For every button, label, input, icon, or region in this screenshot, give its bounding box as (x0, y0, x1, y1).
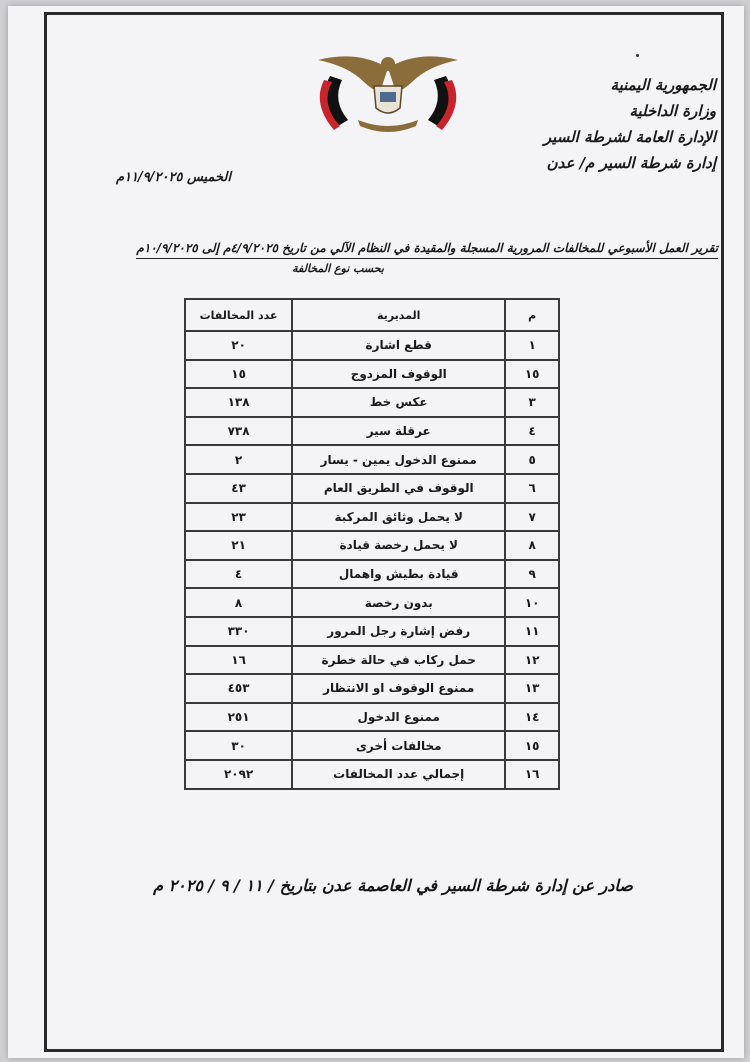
violation-name: ممنوع الدخول (292, 703, 505, 732)
violation-count: ٢٥١ (185, 703, 292, 732)
table-row (185, 760, 559, 789)
violation-count: ٨ (185, 588, 292, 617)
violation-count: ٤ (185, 560, 292, 589)
table-row (185, 731, 559, 760)
row-number: ١٤ (505, 703, 559, 732)
table-row (185, 617, 559, 646)
issued-by-footer: صادر عن إدارة شرطة السير في العاصمة عدن بتاريخ / ١١ / ٩ / ٢٠٢٥ م (153, 876, 633, 895)
violation-name: الوقوف المزدوج (292, 360, 505, 389)
header-line-ministry: وزارة الداخلية (629, 102, 716, 120)
violations-table (184, 298, 560, 790)
report-title-block (78, 238, 718, 279)
violation-name: قطع اشارة (292, 331, 505, 360)
violation-name: إجمالي عدد المخالفات (292, 760, 505, 789)
row-number: ١٥ (505, 360, 559, 389)
violation-name: قيادة بطيش واهمال (292, 560, 505, 589)
violation-count: ٢٠٩٢ (185, 760, 292, 789)
table-header-row (185, 299, 559, 331)
violation-count: ٧٣٨ (185, 417, 292, 446)
row-number: ١٥ (505, 731, 559, 760)
table-row (185, 588, 559, 617)
violation-count: ١٥ (185, 360, 292, 389)
table-row (185, 503, 559, 532)
document-date: الخميس ١١/٩/٢٠٢٥م (116, 170, 231, 185)
table-row (185, 388, 559, 417)
header-count: عدد المخالفات (185, 299, 292, 331)
report-title: تقرير العمل الأسبوعي للمخالفات المرورية المسجلة والمقيدة في النظام الآلي من تاريخ ٤/٩/٢٠٢٥م إلى ١٠/٩/٢٠٢٥م (136, 238, 718, 259)
row-number: ١٢ (505, 646, 559, 675)
violation-name: مخالفات أخرى (292, 731, 505, 760)
violation-name: لا يحمل وثائق المركبة (292, 503, 505, 532)
row-number: ٩ (505, 560, 559, 589)
violation-count: ٣٣٠ (185, 617, 292, 646)
row-number: ١٣ (505, 674, 559, 703)
violation-name: ممنوع الدخول يمين - يسار (292, 445, 505, 474)
row-number: ٧ (505, 503, 559, 532)
row-number: ٤ (505, 417, 559, 446)
issuing-authority (476, 72, 716, 176)
row-number: ٨ (505, 531, 559, 560)
row-number: ١٦ (505, 760, 559, 789)
header-line-directorate: الإدارة العامة لشرطة السير (543, 128, 716, 146)
table-row (185, 646, 559, 675)
violation-count: ١٣٨ (185, 388, 292, 417)
header-violation: المديرية (292, 299, 505, 331)
violation-count: ٢ (185, 445, 292, 474)
violation-count: ٣٠ (185, 731, 292, 760)
yemen-emblem-icon (308, 46, 468, 136)
violation-name: حمل ركاب في حالة خطرة (292, 646, 505, 675)
violation-count: ٢٠ (185, 331, 292, 360)
violation-name: ممنوع الوقوف او الانتظار (292, 674, 505, 703)
table-row (185, 703, 559, 732)
row-number: ١١ (505, 617, 559, 646)
table-row (185, 531, 559, 560)
table-row (185, 360, 559, 389)
table-row (185, 331, 559, 360)
table-row (185, 674, 559, 703)
row-number: ١٠ (505, 588, 559, 617)
violation-count: ٤٣ (185, 474, 292, 503)
header-line-department: إدارة شرطة السير م/ عدن (546, 154, 716, 172)
violation-name: لا يحمل رخصة قيادة (292, 531, 505, 560)
header-line-republic: الجمهورية اليمنية (610, 76, 716, 94)
table-row (185, 445, 559, 474)
table-body (185, 331, 559, 789)
document-page (8, 6, 744, 1058)
violation-count: ١٦ (185, 646, 292, 675)
violation-name: عكس خط (292, 388, 505, 417)
violation-count: ٢١ (185, 531, 292, 560)
table-row (185, 560, 559, 589)
violation-name: رفض إشارة رجل المرور (292, 617, 505, 646)
row-number: ٥ (505, 445, 559, 474)
row-number: ١ (505, 331, 559, 360)
violation-count: ٢٣ (185, 503, 292, 532)
row-number: ٣ (505, 388, 559, 417)
report-subtitle: بحسب نوع المخالفة (292, 262, 384, 275)
violation-name: بدون رخصة (292, 588, 505, 617)
row-number: ٦ (505, 474, 559, 503)
violation-name: عرقلة سير (292, 417, 505, 446)
header-number: م (505, 299, 559, 331)
violation-count: ٤٥٣ (185, 674, 292, 703)
stray-dot (636, 54, 639, 57)
violation-name: الوقوف في الطريق العام (292, 474, 505, 503)
table-row (185, 474, 559, 503)
table-row (185, 417, 559, 446)
